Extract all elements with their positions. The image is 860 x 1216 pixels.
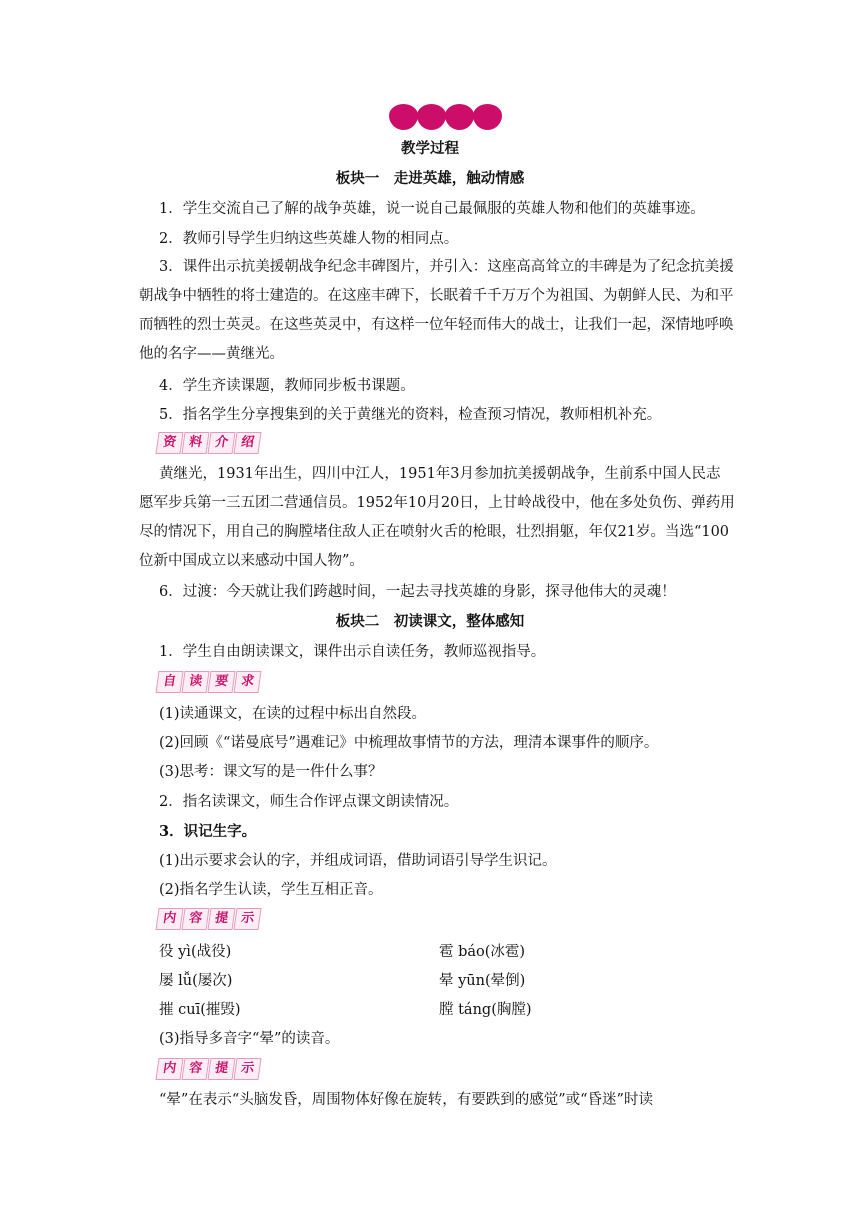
flower-icon — [473, 104, 502, 130]
note-paragraph: “晕”在表示“头脑发昏，周围物体好像在旋转，有要跌到的感觉”或“昏迷”时读 — [159, 1092, 653, 1108]
char-entry: 摧 cuī(摧毁) — [159, 1002, 241, 1018]
tag-char: 示 — [233, 1058, 261, 1080]
tag-self-reading — [157, 671, 261, 693]
decorative-flower-icons — [389, 104, 501, 130]
list-item: 1．学生自由朗读课文，课件出示自读任务，教师巡视指导。 — [159, 644, 546, 660]
tag-char: 介 — [207, 432, 235, 454]
tag-char: 绍 — [233, 432, 261, 454]
list-item: 3．课件出示抗美援朝战争纪念丰碑图片，并引入：这座高高耸立的丰碑是为了纪念抗美援朝战争中牺牲的将士建造的。在这座丰碑下，长眠着千千万万个为祖国、为朝鲜人民、为和平而牺牲的烈士英灵。在这些英灵中，有这样一位年轻而伟大的战士，让我们一起，深情地呼唤他的名字——黄继光。 — [139, 259, 734, 362]
tag-char: 资 — [155, 432, 183, 454]
tag-char: 提 — [207, 1058, 235, 1080]
list-item: 1．学生交流自己了解的战争英雄，说一说自己最佩服的英雄人物和他们的英雄事迹。 — [159, 201, 705, 217]
list-item: 5．指名学生分享搜集到的关于黄继光的资料，检查预习情况，教师相机补充。 — [159, 407, 662, 423]
tag-char: 自 — [155, 671, 183, 693]
tag-char: 读 — [181, 671, 209, 693]
section-heading-2: 板块二 初读课文，整体感知 — [335, 614, 525, 630]
flower-icon — [389, 104, 418, 130]
tag-char: 提 — [207, 908, 235, 930]
char-entry: 役 yì(战役) — [159, 944, 232, 960]
list-item: 3．识记生字。 — [159, 823, 257, 840]
tag-content-hint — [157, 908, 261, 930]
list-item: 4．学生齐读课题，教师同步板书课题。 — [159, 378, 415, 394]
char-entry: 晕 yūn(晕倒) — [439, 973, 526, 989]
sub-item: (2)指名学生认读，学生互相正音。 — [159, 882, 383, 898]
flower-icon — [417, 104, 446, 130]
char-entry: 屡 lǚ(屡次) — [159, 973, 233, 989]
section-heading-1: 板块一 走进英雄，触动情感 — [335, 171, 525, 187]
requirement-item: (2)回顾《“诺曼底号”遇难记》中梳理故事情节的方法，理清本课事件的顺序。 — [159, 735, 659, 751]
list-item: 6．过渡：今天就让我们跨越时间，一起去寻找英雄的身影，探寻他伟大的灵魂！ — [159, 584, 676, 600]
tag-char: 内 — [155, 908, 183, 930]
tag-char: 容 — [181, 1058, 209, 1080]
tag-char: 求 — [233, 671, 261, 693]
requirement-item: (3)思考：课文写的是一件什么事？ — [159, 764, 383, 780]
page-title: 教学过程 — [401, 141, 459, 157]
sub-item: (1)出示要求会认的字，并组成词语，借助词语引导学生识记。 — [159, 853, 557, 869]
tag-char: 示 — [233, 908, 261, 930]
tag-char: 料 — [181, 432, 209, 454]
list-item: 2．教师引导学生归纳这些英雄人物的相同点。 — [159, 231, 459, 247]
requirement-item: (1)读通课文，在读的过程中标出自然段。 — [159, 706, 427, 722]
char-entry: 雹 báo(冰雹) — [439, 944, 526, 960]
tag-char: 要 — [207, 671, 235, 693]
tag-char: 内 — [155, 1058, 183, 1080]
tag-char: 容 — [181, 908, 209, 930]
bio-paragraph: 黄继光，1931年出生，四川中江人，1951年3月参加抗美援朝战争，生前系中国人民志愿军步兵第一三五团二营通信员。1952年10月20日，上甘岭战役中，他在多处负伤、弹药用尽的情况下，用自己的胸膛堵住敌人正在喷射火舌的枪眼，壮烈捐躯，年仅21岁。当选“100位新中国成立以来感动中国人物”。 — [139, 466, 735, 569]
flower-icon — [445, 104, 474, 130]
list-item: 2．指名读课文，师生合作评点课文朗读情况。 — [159, 794, 459, 810]
tag-content-hint — [157, 1058, 261, 1080]
tag-material-intro — [157, 432, 261, 454]
char-entry: 膛 táng(胸膛) — [439, 1002, 532, 1018]
sub-item: (3)指导多音字“晕”的读音。 — [159, 1031, 340, 1047]
